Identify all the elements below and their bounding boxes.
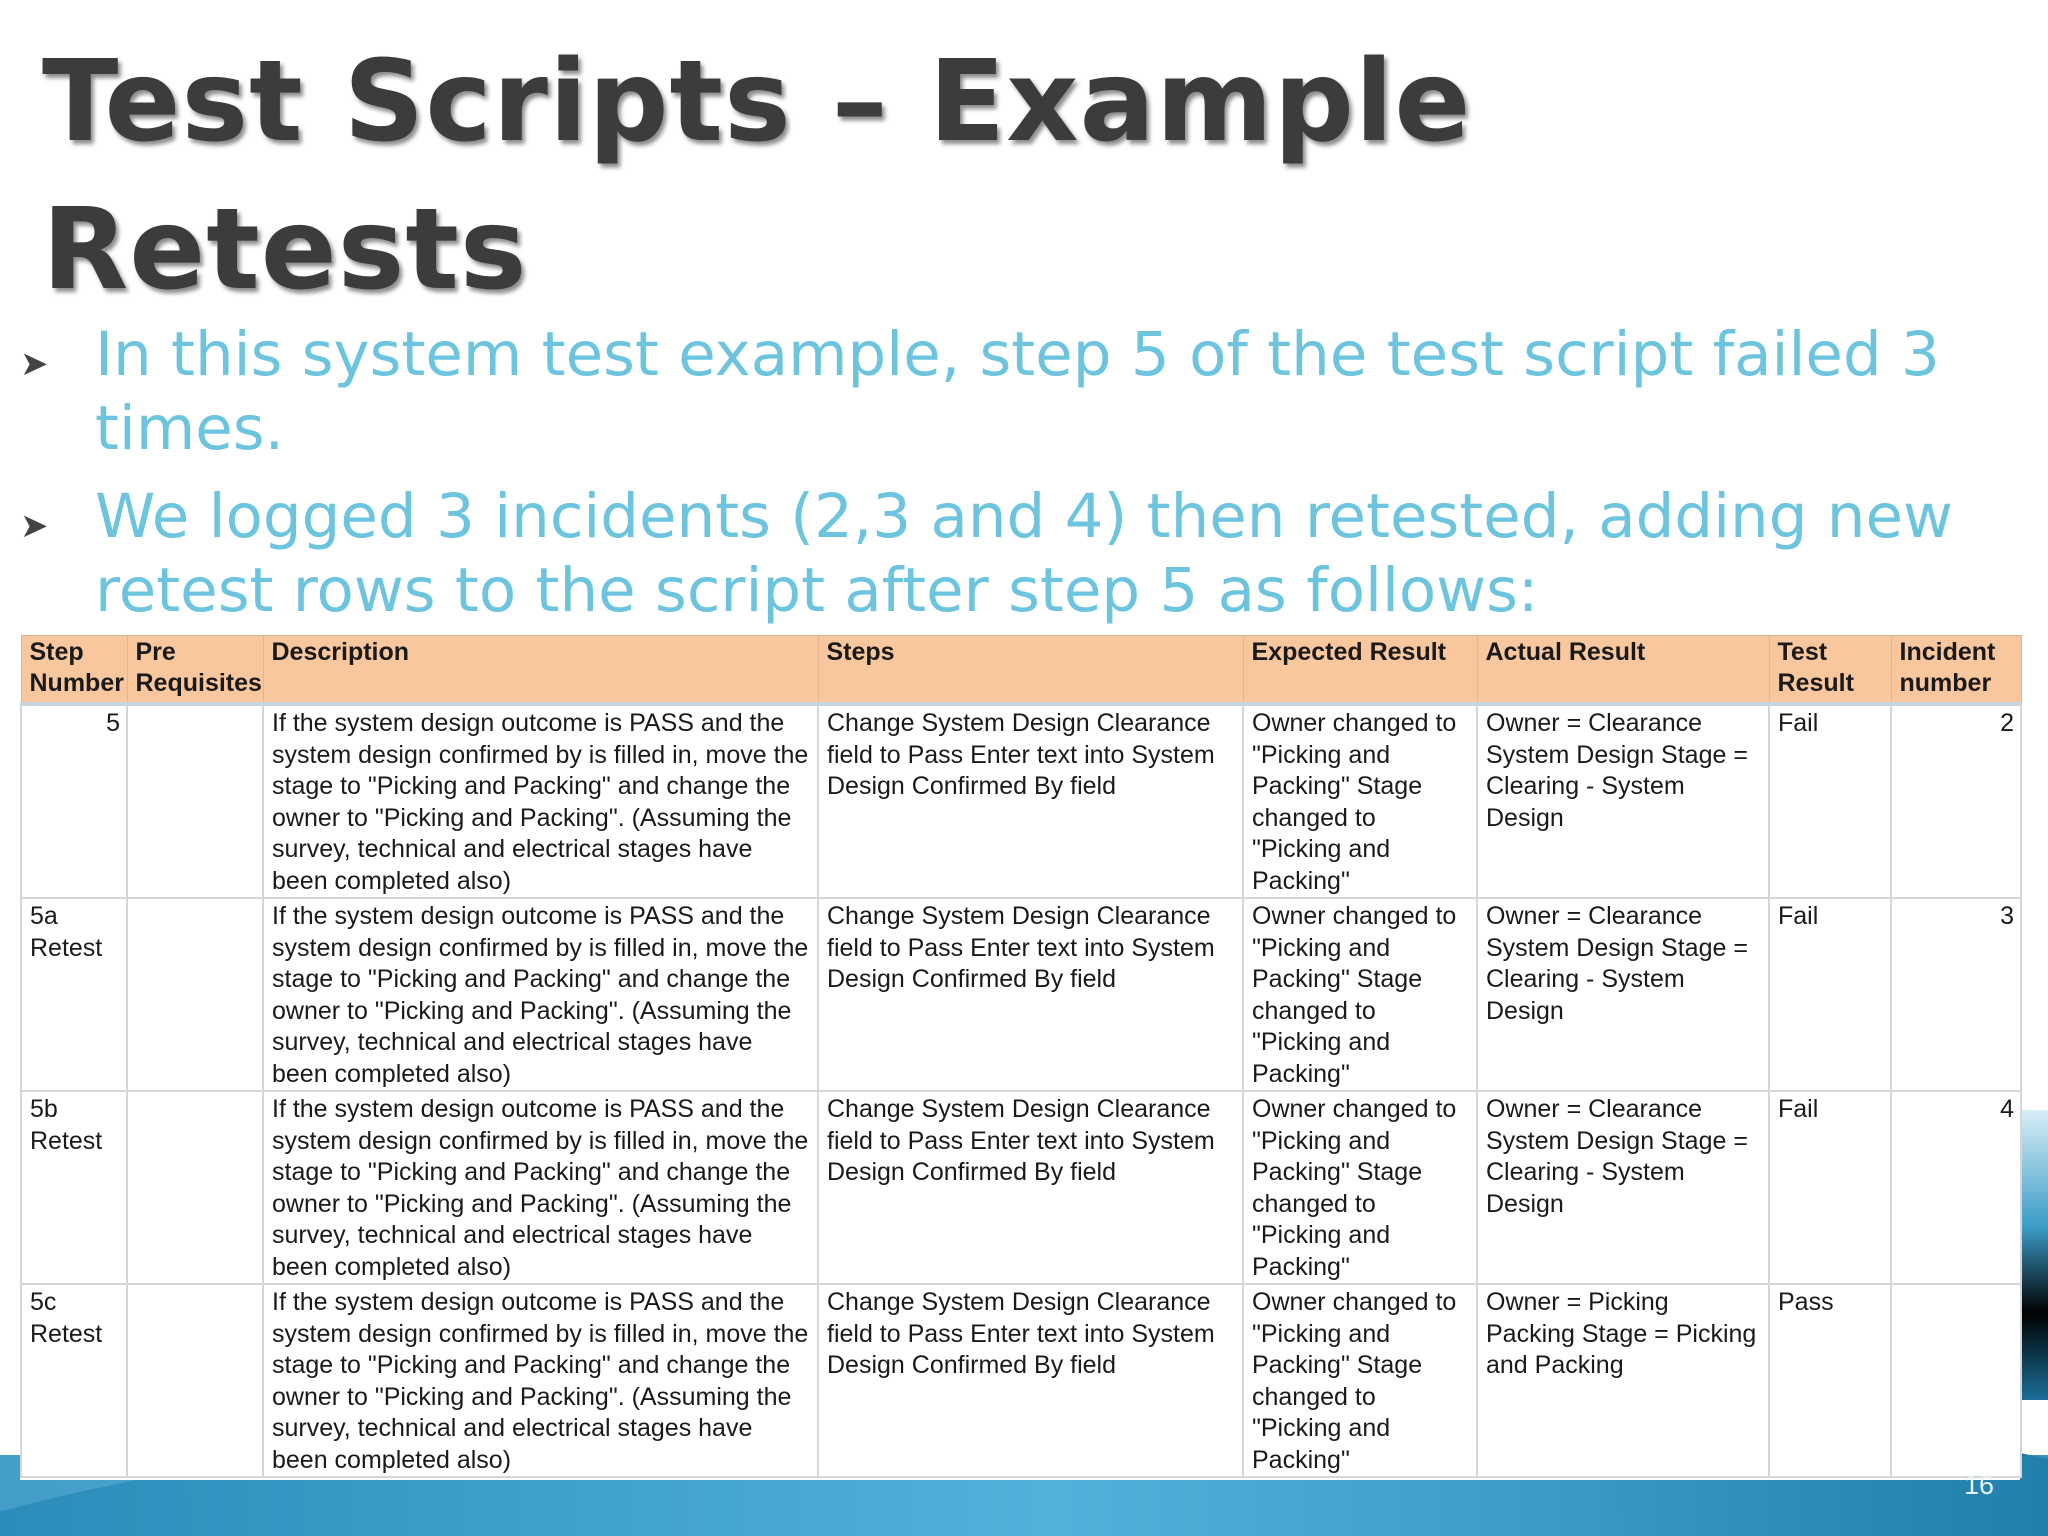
step-number-cell: 5: [21, 704, 127, 898]
column-header: Test Result: [1769, 636, 1891, 705]
incident-number-cell: 2: [1891, 704, 2021, 898]
table-row: [21, 1091, 2021, 1284]
bullet-item: [18, 480, 1998, 628]
test-result-cell: Fail: [1769, 1091, 1891, 1284]
actual-result-cell: Owner = Picking Packing Stage = Picking and Packing: [1477, 1284, 1769, 1477]
bullet-text: In this system test example, step 5 of the test script failed 3 times.: [95, 319, 1940, 464]
column-header: Expected Result: [1243, 636, 1477, 705]
bullet-text: We logged 3 incidents (2,3 and 4) then retested, adding new retest rows to the script after step 5 as follows:: [95, 481, 1953, 626]
bullet-list: [18, 318, 1998, 642]
arrowhead-bullet-icon: ➤: [20, 507, 49, 545]
incident-number-cell: [1891, 1284, 2021, 1477]
table-row: [21, 704, 2021, 898]
step-number-cell: 5a Retest: [21, 898, 127, 1091]
actual-result-cell: Owner = Clearance System Design Stage = Clearing - System Design: [1477, 1091, 1769, 1284]
steps-cell: Change System Design Clearance field to Pass Enter text into System Design Confirmed By field: [818, 1091, 1243, 1284]
test-result-cell: Pass: [1769, 1284, 1891, 1477]
incident-number-cell: 4: [1891, 1091, 2021, 1284]
test-script-table: [20, 635, 2022, 1478]
title-line-2: Retests: [42, 185, 528, 315]
description-cell: If the system design outcome is PASS and the system design confirmed by is filled in, move the stage to "Picking and Packing" and change the owner to "Picking and Packing". (Assuming the survey, technical and electrical stages have been completed also): [263, 1284, 818, 1477]
column-header: Step Number: [21, 636, 127, 705]
table-row: [21, 898, 2021, 1091]
table-row: [21, 1284, 2021, 1477]
column-header: Incident number: [1891, 636, 2021, 705]
bullet-item: [18, 318, 1998, 466]
test-script-table-image: [20, 635, 2020, 1480]
arrowhead-bullet-icon: ➤: [20, 345, 49, 383]
steps-cell: Change System Design Clearance field to Pass Enter text into System Design Confirmed By field: [818, 898, 1243, 1091]
actual-result-cell: Owner = Clearance System Design Stage = Clearing - System Design: [1477, 898, 1769, 1091]
slide-title: [42, 28, 1642, 324]
pre-requisites-cell: [127, 1091, 263, 1284]
test-result-cell: Fail: [1769, 704, 1891, 898]
steps-cell: Change System Design Clearance field to Pass Enter text into System Design Confirmed By field: [818, 704, 1243, 898]
title-line-1: Test Scripts – Example: [42, 37, 1472, 167]
slide-number: 16: [1964, 1470, 1995, 1500]
expected-result-cell: Owner changed to "Picking and Packing" Stage changed to "Picking and Packing": [1243, 1091, 1477, 1284]
steps-cell: Change System Design Clearance field to Pass Enter text into System Design Confirmed By field: [818, 1284, 1243, 1477]
column-header: Pre Requisites: [127, 636, 263, 705]
description-cell: If the system design outcome is PASS and the system design confirmed by is filled in, move the stage to "Picking and Packing" and change the owner to "Picking and Packing". (Assuming the survey, technical and electrical stages have been completed also): [263, 704, 818, 898]
column-header: Description: [263, 636, 818, 705]
description-cell: If the system design outcome is PASS and the system design confirmed by is filled in, move the stage to "Picking and Packing" and change the owner to "Picking and Packing". (Assuming the survey, technical and electrical stages have been completed also): [263, 898, 818, 1091]
test-result-cell: Fail: [1769, 898, 1891, 1091]
description-cell: If the system design outcome is PASS and the system design confirmed by is filled in, move the stage to "Picking and Packing" and change the owner to "Picking and Packing". (Assuming the survey, technical and electrical stages have been completed also): [263, 1091, 818, 1284]
column-header: Actual Result: [1477, 636, 1769, 705]
expected-result-cell: Owner changed to "Picking and Packing" Stage changed to "Picking and Packing": [1243, 898, 1477, 1091]
actual-result-cell: Owner = Clearance System Design Stage = Clearing - System Design: [1477, 704, 1769, 898]
pre-requisites-cell: [127, 704, 263, 898]
pre-requisites-cell: [127, 898, 263, 1091]
incident-number-cell: 3: [1891, 898, 2021, 1091]
column-header: Steps: [818, 636, 1243, 705]
table-header-row: [21, 636, 2021, 705]
expected-result-cell: Owner changed to "Picking and Packing" Stage changed to "Picking and Packing": [1243, 1284, 1477, 1477]
expected-result-cell: Owner changed to "Picking and Packing" Stage changed to "Picking and Packing": [1243, 704, 1477, 898]
step-number-cell: 5b Retest: [21, 1091, 127, 1284]
pre-requisites-cell: [127, 1284, 263, 1477]
step-number-cell: 5c Retest: [21, 1284, 127, 1477]
